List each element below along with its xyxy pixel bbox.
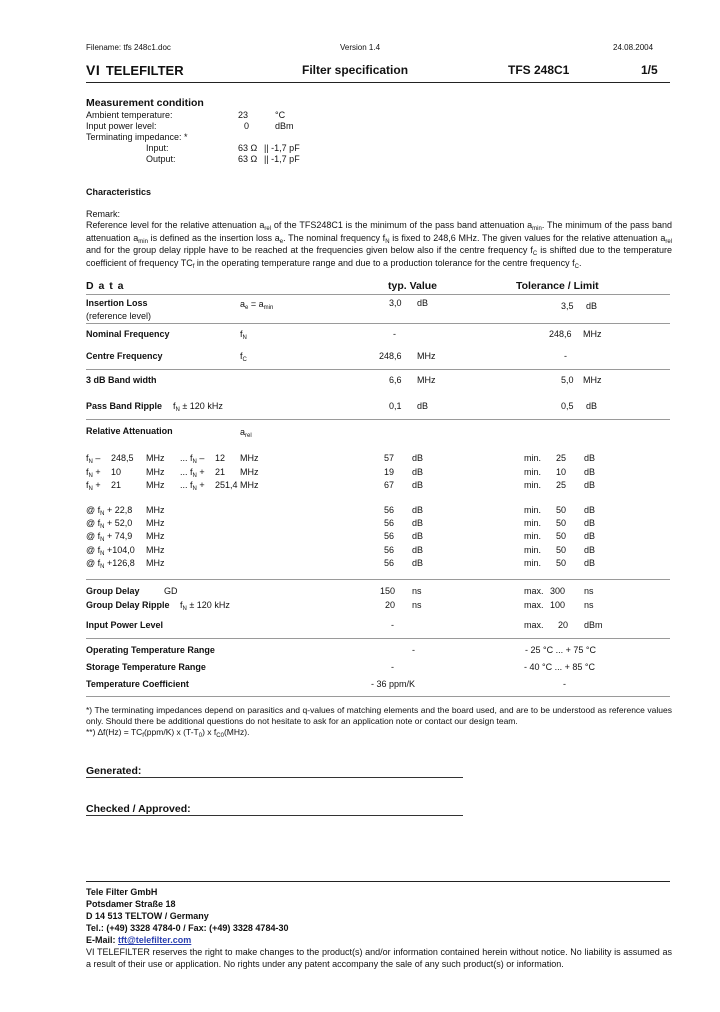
point-limit-type: min. bbox=[524, 531, 542, 542]
point-unit: MHz bbox=[146, 557, 165, 568]
point-typ: 56 bbox=[384, 557, 395, 568]
insertion-loss-unit: dB bbox=[417, 298, 429, 308]
range-unit: dB bbox=[412, 453, 424, 463]
nominal-frequency-symbol: $f_N$ bbox=[240, 329, 247, 341]
output-capacitance: || -1,7 pF bbox=[264, 154, 300, 164]
bandwidth-typ: 6,6 bbox=[389, 375, 402, 385]
generated-signature-line bbox=[86, 777, 463, 778]
pass-band-ripple-limit: 0,5 bbox=[561, 401, 574, 411]
pass-band-ripple-unit: dB bbox=[417, 401, 429, 411]
remark-text: Reference level for the relative attenuation $a_{rel}$ of the TFS248C1 is the minimum of the pass band attenuation $a_{min}$. The minimum of the pass band attenuation $a_{min}$ is defined as the insertion loss $a_e$. The nominal frequency $f_N$ is fixed to 248,6 MHz. The given values for the relative attenuation $a_{rel}$ and for the group delay ripple have to be reached at the frequencies given below also if the centre frequency $f_C$ is shifted due to the temperature coefficient of frequency $TC_f$ in the operating temperature range and due to a production tolerance for the centre frequency $f_C$. bbox=[86, 220, 673, 270]
point-limit-type: min. bbox=[524, 518, 542, 529]
document-title: Filter specification bbox=[302, 63, 409, 77]
point-unit-db: dB bbox=[412, 557, 424, 568]
email-link[interactable]: tft@telefilter.com bbox=[118, 935, 192, 945]
storage-temperature-typ: - bbox=[391, 662, 394, 672]
bandwidth-limit: 5,0 bbox=[561, 375, 574, 385]
characteristics-title: Characteristics bbox=[86, 187, 152, 197]
point-limit-type: min. bbox=[524, 557, 542, 568]
row-rule bbox=[86, 369, 670, 370]
range-end-unit: MHz bbox=[240, 466, 259, 477]
footer-rule bbox=[86, 881, 670, 882]
input-impedance: 63 Ω bbox=[238, 143, 258, 153]
temperature-coefficient-limit: - bbox=[563, 679, 566, 689]
point-typ: 56 bbox=[384, 518, 395, 529]
ambient-value: 23 bbox=[238, 110, 249, 120]
range-limit-unit: dB bbox=[584, 466, 596, 477]
input-power-level-limit-type: max. bbox=[524, 620, 544, 630]
point-limit-unit: dB bbox=[584, 518, 596, 529]
point-limit: 50 bbox=[556, 557, 567, 568]
operating-temperature-range: - 25 °C ... + 75 °C bbox=[525, 645, 596, 655]
point-unit-db: dB bbox=[412, 531, 424, 542]
group-delay-ripple-typ: 20 bbox=[385, 600, 396, 610]
input-label: Input: bbox=[146, 143, 169, 153]
range-unit: dB bbox=[412, 480, 424, 490]
footer-email bbox=[86, 935, 191, 945]
insertion-loss-note: (reference level) bbox=[86, 311, 152, 321]
centre-frequency-label: Centre Frequency bbox=[86, 351, 163, 361]
point-limit-type: min. bbox=[524, 544, 542, 555]
range-end-value: 21 bbox=[215, 466, 226, 477]
operating-temperature-typ: - bbox=[412, 645, 415, 655]
range-limit-type: min. bbox=[524, 466, 542, 477]
point-freq: @ $f_N + 74,9$ bbox=[86, 531, 133, 544]
point-freq: @ $f_N +104,0$ bbox=[86, 544, 135, 557]
range-start-unit: MHz bbox=[146, 480, 165, 490]
output-impedance: 63 Ω bbox=[238, 154, 258, 164]
document-date: 24.08.2004 bbox=[613, 43, 654, 52]
impedance-label: Terminating impedance: * bbox=[86, 132, 188, 142]
range-typ: 67 bbox=[384, 480, 395, 490]
group-delay-ripple-limit-unit: ns bbox=[584, 600, 594, 610]
range-end-unit: MHz bbox=[240, 480, 259, 490]
approved-signature-line bbox=[86, 815, 463, 816]
bandwidth-limit-unit: MHz bbox=[583, 375, 602, 385]
centre-frequency-unit: MHz bbox=[417, 351, 436, 361]
nominal-frequency-label: Nominal Frequency bbox=[86, 329, 170, 339]
range-start-unit: MHz bbox=[146, 453, 165, 463]
range-typ: 19 bbox=[384, 466, 395, 477]
group-delay-unit: ns bbox=[412, 586, 422, 596]
part-number: TFS 248C1 bbox=[508, 63, 570, 77]
group-delay-symbol: GD bbox=[164, 586, 178, 596]
range-limit: 25 bbox=[556, 453, 567, 463]
group-delay-ripple-limit-type: max. bbox=[524, 600, 544, 610]
logo-mark: VI bbox=[86, 62, 101, 78]
range-start-value: 10 bbox=[111, 466, 122, 477]
insertion-loss-label: Insertion Loss bbox=[86, 298, 148, 308]
relative-attenuation-label: Relative Attenuation bbox=[86, 426, 173, 436]
range-start-freq: $f_N$ – bbox=[86, 453, 101, 465]
tolerance-column-header: Tolerance / Limit bbox=[516, 280, 599, 292]
group-delay-label: Group Delay bbox=[86, 586, 140, 596]
measurement-title: Measurement condition bbox=[86, 97, 204, 109]
input-power-level-limit-unit: dBm bbox=[584, 620, 603, 630]
generated-label: Generated: bbox=[86, 765, 142, 777]
relative-attenuation-symbol: $a_{rel}$ bbox=[240, 427, 252, 439]
group-delay-ripple-limit: 100 bbox=[550, 600, 566, 610]
centre-frequency-typ: 248,6 bbox=[379, 351, 402, 361]
point-freq: @ $f_N + 52,0$ bbox=[86, 518, 133, 531]
point-limit-type: min. bbox=[524, 505, 542, 515]
input-power-level-label: Input Power Level bbox=[86, 620, 164, 630]
page-number: 1/5 bbox=[641, 63, 658, 77]
operating-temperature-label: Operating Temperature Range bbox=[86, 645, 215, 655]
point-freq: @ $f_N + 22,8$ bbox=[86, 505, 133, 517]
range-start-freq: $f_N$ + bbox=[86, 480, 101, 492]
insertion-loss-limit-unit: dB bbox=[586, 301, 598, 311]
point-unit-db: dB bbox=[412, 518, 424, 529]
pass-band-ripple-condition: $f_N \pm 120$ kHz bbox=[173, 401, 223, 413]
logo-text: TELEFILTER bbox=[105, 63, 184, 78]
version: Version 1.4 bbox=[340, 43, 381, 52]
range-limit-unit: dB bbox=[584, 453, 596, 463]
power-value: 0 bbox=[244, 121, 250, 131]
filename: Filename: tfs 248c1.doc bbox=[86, 43, 171, 52]
range-end-value: 251,4 bbox=[215, 480, 238, 490]
typ-value-column-header: typ. Value bbox=[388, 280, 438, 292]
ambient-unit: °C bbox=[275, 110, 286, 120]
point-limit: 50 bbox=[556, 531, 567, 542]
range-limit-type: min. bbox=[524, 480, 542, 490]
power-unit: dBm bbox=[275, 121, 294, 131]
company-logo bbox=[86, 62, 184, 78]
range-limit: 25 bbox=[556, 480, 567, 490]
point-typ: 56 bbox=[384, 544, 395, 555]
range-typ: 57 bbox=[384, 453, 395, 463]
output-label: Output: bbox=[146, 154, 176, 164]
centre-frequency-limit: - bbox=[564, 351, 567, 361]
power-label: Input power level: bbox=[86, 121, 157, 131]
insertion-loss-typ: 3,0 bbox=[389, 298, 402, 308]
range-end-freq: ... $f_N$ + bbox=[180, 466, 205, 479]
footer-phone: Tel.: (+49) 3328 4784-0 / Fax: (+49) 3328 4784-30 bbox=[86, 923, 289, 933]
point-typ: 56 bbox=[384, 531, 395, 542]
range-end-freq: ... $f_N$ + bbox=[180, 480, 205, 492]
group-delay-limit-type: max. bbox=[524, 586, 544, 596]
pass-band-ripple-limit-unit: dB bbox=[586, 401, 598, 411]
input-capacitance: || -1,7 pF bbox=[264, 143, 300, 153]
bandwidth-unit: MHz bbox=[417, 375, 436, 385]
point-unit-db: dB bbox=[412, 505, 424, 515]
range-start-unit: MHz bbox=[146, 466, 165, 477]
point-limit-unit: dB bbox=[584, 531, 596, 542]
input-power-level-typ: - bbox=[391, 620, 394, 630]
point-limit-unit: dB bbox=[584, 557, 596, 568]
frequency-drift-footnote: **) $\Delta f(Hz) = TC_f(ppm/K)$ x $(T-T_0)$ x $f_{C0}(MHz)$. bbox=[86, 727, 250, 739]
group-delay-ripple-condition: $f_N \pm 120$ kHz bbox=[180, 600, 230, 612]
nominal-frequency-typ: - bbox=[393, 329, 396, 339]
row-rule bbox=[86, 696, 670, 697]
point-unit-db: dB bbox=[412, 544, 424, 555]
range-start-value: 248,5 bbox=[111, 453, 134, 463]
footer-company: Tele Filter GmbH bbox=[86, 887, 158, 897]
insertion-loss-limit: 3,5 bbox=[561, 301, 574, 311]
insertion-loss-symbol: $a_e = a_{min}$ bbox=[240, 299, 274, 311]
range-unit: dB bbox=[412, 466, 424, 477]
temperature-coefficient-label: Temperature Coefficient bbox=[86, 679, 189, 689]
ambient-label: Ambient temperature: bbox=[86, 110, 173, 120]
row-rule bbox=[86, 638, 670, 639]
pass-band-ripple-typ: 0,1 bbox=[389, 401, 402, 411]
impedance-footnote: *) The terminating impedances depend on parasitics and q-values of matching elements and the board used, and are to be understood as reference values only. Should there be additional questions do not hesitate to ask for an application note or contact our design team. bbox=[86, 705, 672, 726]
point-limit-unit: dB bbox=[584, 544, 596, 555]
group-delay-limit-unit: ns bbox=[584, 586, 594, 596]
range-limit-unit: dB bbox=[584, 480, 596, 490]
email-label: E-Mail: bbox=[86, 935, 119, 945]
group-delay-ripple-unit: ns bbox=[412, 600, 422, 610]
data-column-header: D a t a bbox=[86, 280, 125, 292]
range-start-freq: $f_N$ + bbox=[86, 466, 101, 479]
table-header-rule bbox=[86, 294, 670, 295]
range-end-freq: ... $f_N$ – bbox=[180, 453, 205, 465]
group-delay-ripple-label: Group Delay Ripple bbox=[86, 600, 170, 610]
range-limit-type: min. bbox=[524, 453, 542, 463]
input-power-level-limit: 20 bbox=[558, 620, 569, 630]
storage-temperature-range: - 40 °C ... + 85 °C bbox=[524, 662, 595, 672]
row-rule bbox=[86, 579, 670, 580]
bandwidth-label: 3 dB Band width bbox=[86, 375, 157, 385]
footer-city: D 14 513 TELTOW / Germany bbox=[86, 911, 209, 921]
point-unit: MHz bbox=[146, 531, 165, 542]
header-rule bbox=[86, 82, 670, 83]
storage-temperature-label: Storage Temperature Range bbox=[86, 662, 206, 672]
point-unit: MHz bbox=[146, 518, 165, 529]
point-unit: MHz bbox=[146, 505, 165, 515]
range-end-value: 12 bbox=[215, 453, 226, 463]
point-unit: MHz bbox=[146, 544, 165, 555]
remark-label: Remark: bbox=[86, 209, 121, 219]
point-freq: @ $f_N +126,8$ bbox=[86, 557, 135, 570]
approved-label: Checked / Approved: bbox=[86, 803, 191, 815]
point-typ: 56 bbox=[384, 505, 395, 515]
nominal-frequency-limit-unit: MHz bbox=[583, 329, 602, 339]
point-limit: 50 bbox=[556, 544, 567, 555]
centre-frequency-symbol: $f_C$ bbox=[240, 351, 247, 363]
footer-disclaimer: VI TELEFILTER reserves the right to make changes to the product(s) and/or information contained herein without notice. No liability is assumed as a result of their use or application. No rights under any patent accompany the sale of any such product(s) or information. bbox=[86, 947, 672, 969]
range-end-unit: MHz bbox=[240, 453, 259, 463]
pass-band-ripple-label: Pass Band Ripple bbox=[86, 401, 163, 411]
point-limit: 50 bbox=[556, 518, 567, 529]
group-delay-limit: 300 bbox=[550, 586, 566, 596]
row-rule bbox=[86, 419, 670, 420]
point-limit: 50 bbox=[556, 505, 567, 515]
nominal-frequency-limit: 248,6 bbox=[549, 329, 572, 339]
footer-street: Potsdamer Straße 18 bbox=[86, 899, 176, 909]
temperature-coefficient-typ: - 36 ppm/K bbox=[371, 679, 416, 689]
range-start-value: 21 bbox=[111, 480, 122, 490]
point-limit-unit: dB bbox=[584, 505, 596, 515]
row-rule bbox=[86, 323, 670, 324]
group-delay-typ: 150 bbox=[380, 586, 396, 596]
range-limit: 10 bbox=[556, 466, 567, 477]
